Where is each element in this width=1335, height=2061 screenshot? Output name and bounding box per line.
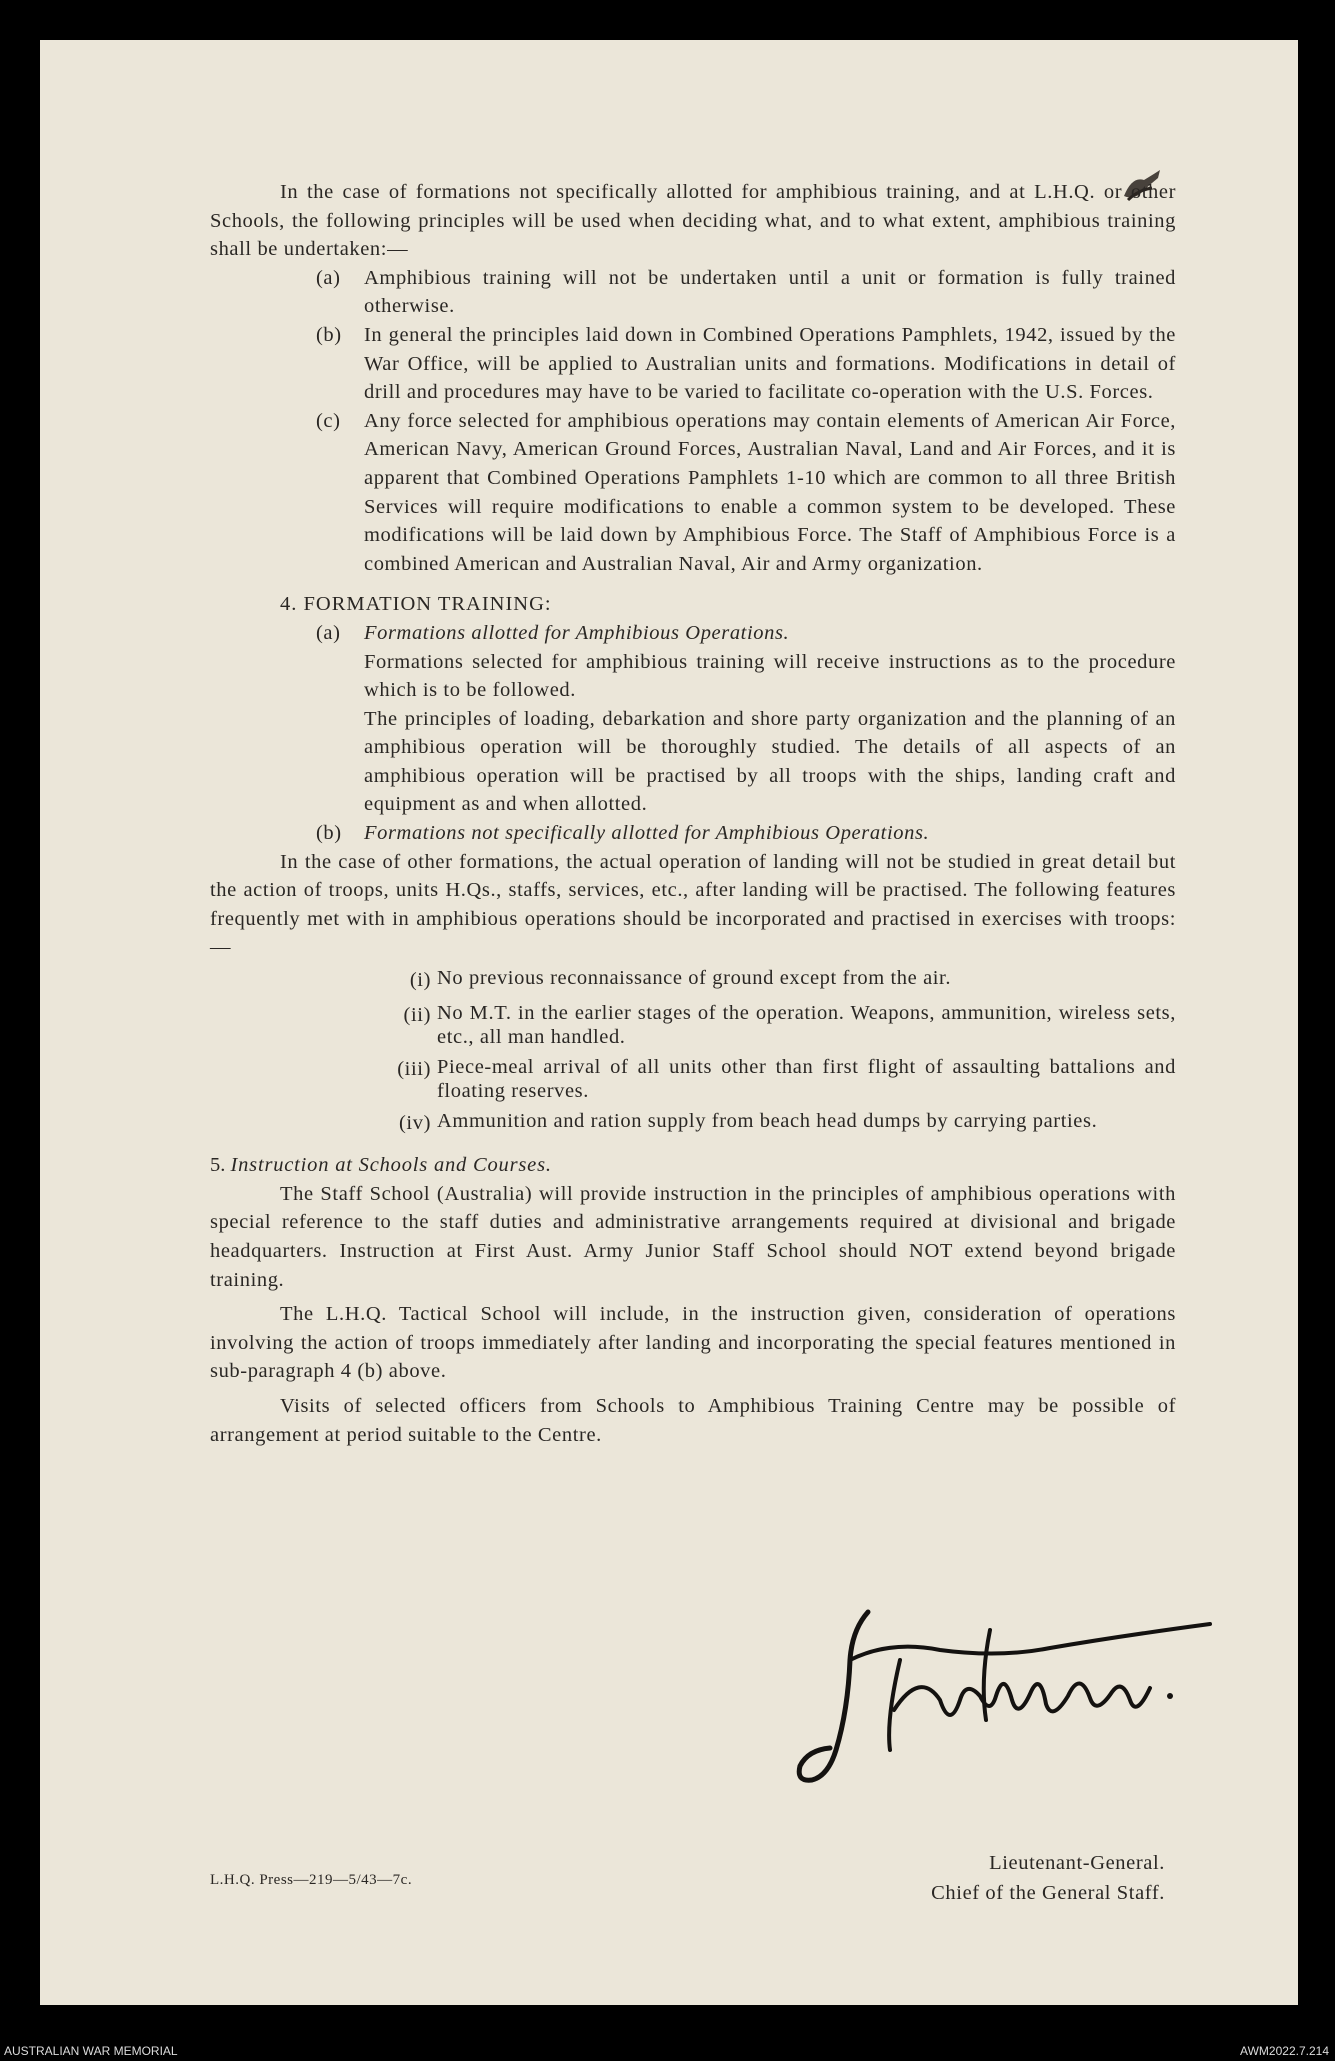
feature-item (210, 1001, 1176, 1049)
principle-label: (c) (316, 409, 341, 432)
footer-institution: AUSTRALIAN WAR MEMORIAL (4, 2044, 178, 2058)
section-5-para2: The L.H.Q. Tactical School will include, in the instruction given, consideration of operations involving the action of troops immediately after landing and incorporating the special features mentioned in sub-paragraph 4 (b) above. (210, 1303, 1176, 1383)
handwritten-signature (790, 1600, 1220, 1800)
signatory-position: Chief of the General Staff. (931, 1882, 1165, 1904)
section-4-heading: 4. FORMATION TRAINING: (280, 593, 552, 616)
section-5-title: Instruction at Schools and Courses. (230, 1154, 552, 1177)
principle-a (210, 264, 1176, 321)
feature-label: (ii) (403, 1003, 431, 1026)
section-4a-para2: The principles of loading, debarkation and shore party organization and the planning of an amphibious operation will be thoroughly studied. The details of all aspects of an amphibious operation will be practised by all troops with the ships, landing craft and equipment as and when allotted. (364, 707, 1176, 816)
principle-label: (b) (316, 323, 342, 346)
principle-text: In general the principles laid down in Combined Operations Pamphlets, 1942, issued by the War Office, will be applied to Australian units and formations. Modifications in detail of drill and procedures may have to be varied to facilitate co-operation with the U.S. Forces. (364, 323, 1176, 404)
section-4b-label: (b) (316, 822, 342, 845)
section-4a-label: (a) (316, 621, 341, 644)
feature-text: Piece-meal arrival of all units other than first flight of assaulting battalions and floating reserves. (437, 1055, 1176, 1102)
intro-paragraph: In the case of formations not specifically allotted for amphibious training, and at L.H.Q. or other Schools, the following principles will be used when deciding what, and to what extent, amphibious training shall be undertaken:— (210, 181, 1176, 261)
section-4b-heading: Formations not specifically allotted for Amphibious Operations. (364, 822, 930, 845)
principle-text: Amphibious training will not be undertaken until a unit or formation is fully trained otherwise. (364, 266, 1176, 318)
feature-text: No previous reconnaissance of ground except from the air. (437, 967, 952, 990)
features-list (210, 966, 1176, 1137)
section-5-number: 5. (210, 1154, 226, 1177)
section-4b-title (210, 819, 1176, 848)
feature-text: Ammunition and ration supply from beach head dumps by carrying parties. (437, 1109, 1098, 1132)
principle-c (210, 407, 1176, 579)
principle-text: Any force selected for amphibious operations may contain elements of American Air Force, American Navy, American Ground Forces, Australian Naval, Land and Air Forces, and it is apparent that Combined Operations Pamphlets 1-10 which are common to all three British Services will require modifications to enable a common system to be developed. These modifications will be laid down by Amphibious Force. The Staff of Amphibious Force is a combined American and Australian Naval, Air and Army organization. (364, 409, 1176, 575)
section-5-heading (210, 1151, 1176, 1180)
principle-b (210, 321, 1176, 407)
feature-label: (iv) (399, 1111, 431, 1134)
section-4a-title (210, 619, 1176, 648)
section-5-para1: The Staff School (Australia) will provide instruction in the principles of amphibious operations with special reference to the staff duties and administrative arrangements required at divisional and brigade headquarters. Instruction at First Aust. Army Junior Staff School should NOT extend beyond brigade training. (210, 1182, 1176, 1291)
footer-accession: AWM2022.7.214 (1240, 2044, 1329, 2058)
signatory-rank: Lieutenant-General. (989, 1852, 1165, 1874)
press-mark: L.H.Q. Press—219—5/43—7c. (210, 1872, 413, 1888)
document-body (210, 178, 1176, 1449)
feature-item (210, 1055, 1176, 1103)
signatory-block (931, 1848, 1165, 1908)
feature-item (210, 1109, 1176, 1138)
principle-label: (a) (316, 266, 341, 289)
section-4a-para1: Formations selected for amphibious training will receive instructions as to the procedure which is to be followed. (364, 650, 1176, 702)
feature-label: (iii) (397, 1057, 431, 1080)
section-5-para3: Visits of selected officers from Schools to Amphibious Training Centre may be possible of arrangement at period suitable to the Centre. (210, 1394, 1176, 1446)
feature-label: (i) (409, 969, 431, 992)
feature-item (210, 966, 1176, 995)
feature-text: No M.T. in the earlier stages of the operation. Weapons, ammunition, wireless sets, etc., all man handled. (437, 1001, 1176, 1048)
principles-list (210, 264, 1176, 579)
section-4a-heading: Formations allotted for Amphibious Operations. (364, 621, 790, 644)
section-4b-para: In the case of other formations, the actual operation of landing will not be studied in great detail but the action of troops, units H.Qs., staffs, services, etc., after landing will be practised. The following features frequently met with in amphibious operations should be incorporated and practised in exercises with troops:— (210, 850, 1176, 959)
